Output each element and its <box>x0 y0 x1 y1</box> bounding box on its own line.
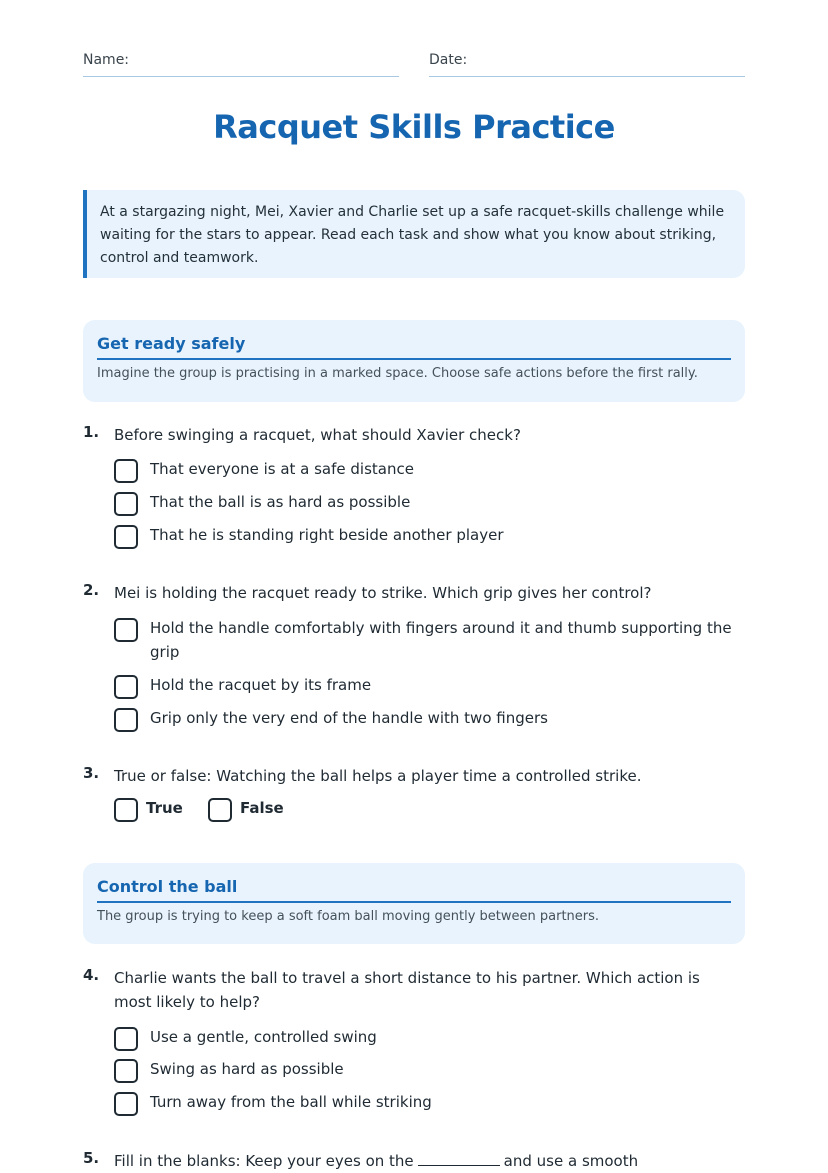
checkbox[interactable] <box>114 798 138 822</box>
option-label: Use a gentle, controlled swing <box>150 1028 377 1046</box>
question-number: 2. <box>83 581 100 599</box>
question-number: 5. <box>83 1149 100 1167</box>
option-label: True <box>146 799 183 817</box>
name-field[interactable] <box>83 52 399 77</box>
section-heading: Control the ball <box>97 877 731 903</box>
section-heading: Get ready safely <box>97 334 731 360</box>
checkbox[interactable] <box>114 492 138 516</box>
checkbox[interactable] <box>114 1059 138 1083</box>
checkbox[interactable] <box>114 1092 138 1116</box>
header-fields <box>83 52 745 78</box>
option-label: Grip only the very end of the handle with two fingers <box>150 709 548 727</box>
question-stem: True or false: Watching the ball helps a player time a controlled strike. <box>114 767 642 785</box>
intro-callout: At a stargazing night, Mei, Xavier and Charlie set up a safe racquet-skills challenge while waiting for the stars to appear. Read each task and show what you know about striking, control and teamwork. <box>83 190 745 278</box>
date-label: Date: <box>429 52 468 68</box>
date-field[interactable] <box>429 52 745 77</box>
section-description: Imagine the group is practising in a marked space. Choose safe actions before the first rally. <box>97 366 698 381</box>
question-number: 1. <box>83 423 100 441</box>
option-label: That the ball is as hard as possible <box>150 493 411 511</box>
section-control-ball <box>83 863 745 944</box>
stem-end: and use a smooth <box>503 1152 639 1170</box>
question-stem: Before swinging a racquet, what should Xavier check? <box>114 426 521 444</box>
checkbox[interactable] <box>114 675 138 699</box>
section-get-ready <box>83 320 745 402</box>
checkbox[interactable] <box>114 708 138 732</box>
question-number: 4. <box>83 966 100 984</box>
question-stem <box>114 1149 740 1173</box>
blank-line[interactable] <box>418 1151 500 1166</box>
question-number: 3. <box>83 764 100 782</box>
question-stem: Mei is holding the racquet ready to strike. Which grip gives her control? <box>114 584 652 602</box>
option-label: False <box>240 799 284 817</box>
checkbox[interactable] <box>114 618 138 642</box>
checkbox[interactable] <box>114 525 138 549</box>
checkbox[interactable] <box>208 798 232 822</box>
option-label: Hold the racquet by its frame <box>150 676 372 694</box>
option-label: Swing as hard as possible <box>150 1060 344 1078</box>
stem-start: Fill in the blanks: Keep your eyes on the <box>114 1152 414 1170</box>
checkbox[interactable] <box>114 459 138 483</box>
section-description: The group is trying to keep a soft foam ball moving gently between partners. <box>97 909 600 924</box>
checkbox[interactable] <box>114 1027 138 1051</box>
option-label: Hold the handle comfortably with fingers around it and thumb supporting the grip <box>150 619 732 661</box>
name-label: Name: <box>83 52 130 68</box>
option-label: That he is standing right beside another player <box>150 526 504 544</box>
page-title: Racquet Skills Practice <box>213 108 615 146</box>
option-label: That everyone is at a safe distance <box>150 460 414 478</box>
option-label: Turn away from the ball while striking <box>150 1093 432 1111</box>
question-stem: Charlie wants the ball to travel a short distance to his partner. Which action is most likely to help? <box>114 969 700 1011</box>
